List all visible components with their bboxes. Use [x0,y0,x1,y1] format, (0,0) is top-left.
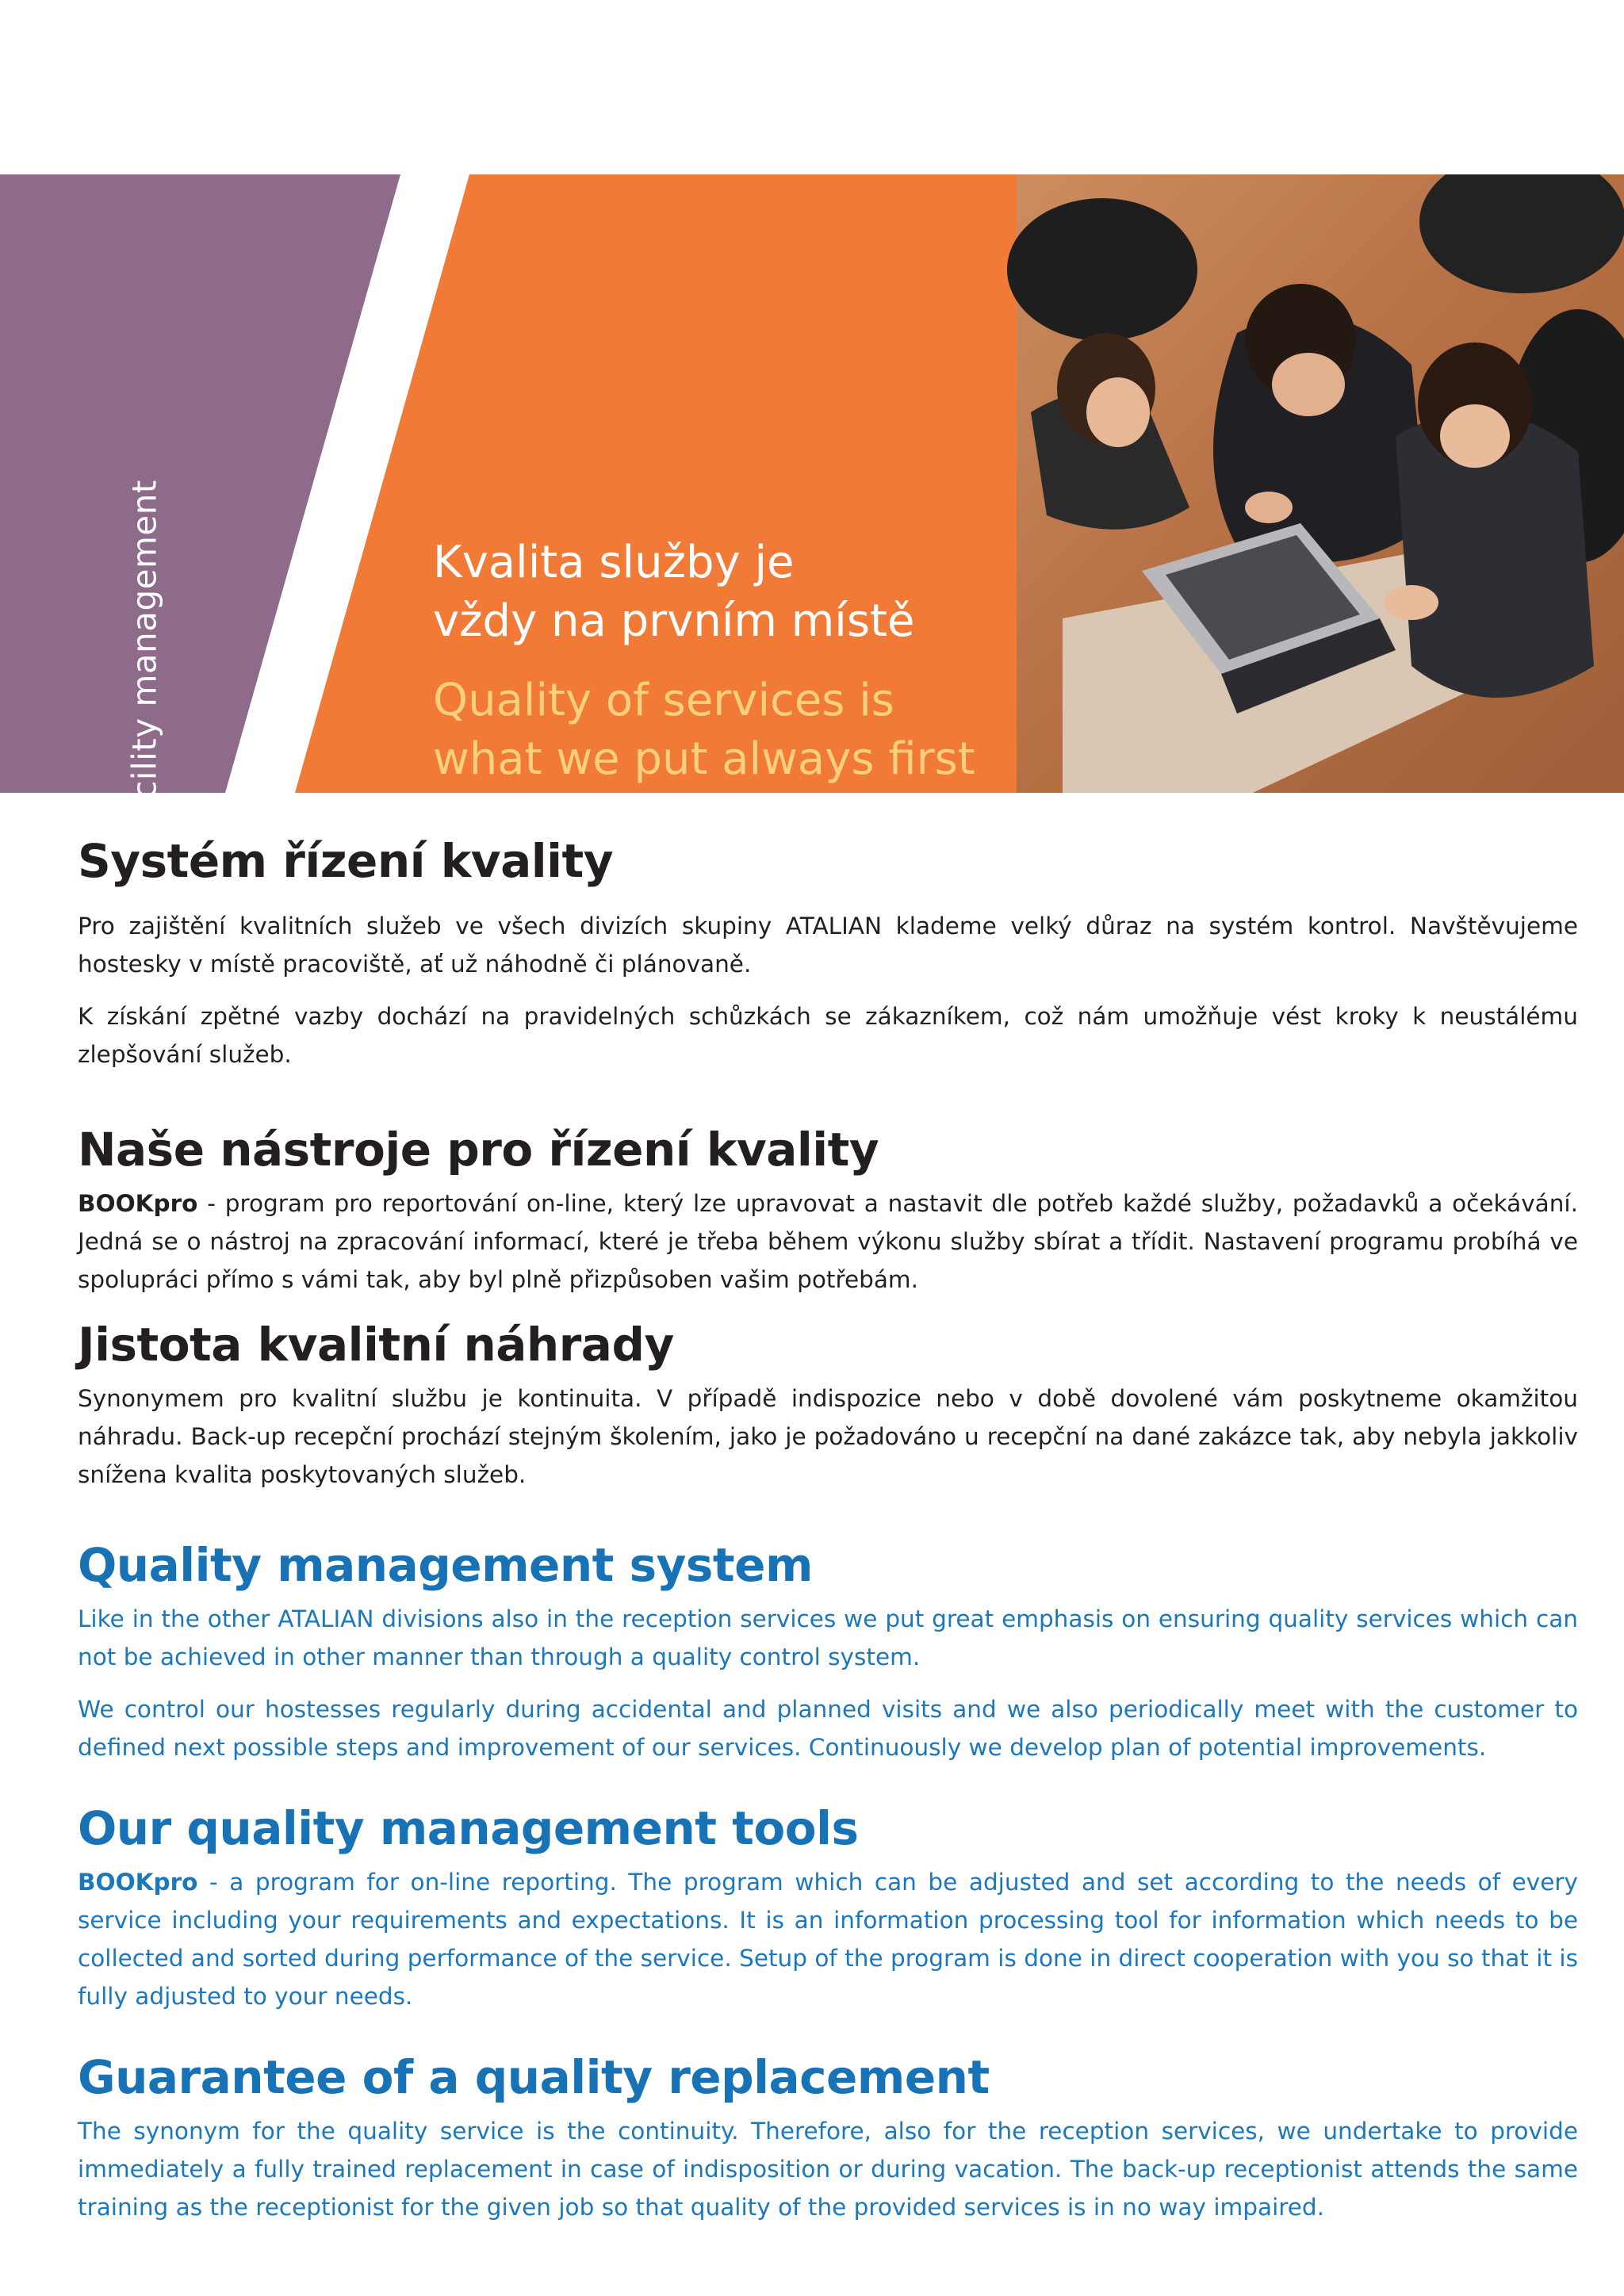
czech-sections [78,829,1578,1494]
paragraph-text: - program pro reportování on-line, který lze upravovat a nastavit dle potřeb každé služby, požadavků a očekávání. Jedná se o nástroj na zpracování informací, které je třeba během výkonu služby sbírat a třídit. Nastavení programu probíhá ve spolupráci přímo s vámi tak, aby byl plně přizpůsoben vašim potřebám. [78,1190,1578,1293]
paragraph: The synonym for the quality service is the continuity. Therefore, also for the reception services, we undertake to provide immediately a fully trained replacement in case of indisposition or during vacation. The back-up receptionist attends the same training as the receptionist for the given job so that quality of the provided services is in no way impaired. [78,2118,1578,2221]
headline-czech [433,534,914,651]
headline-english [433,672,975,789]
paragraph [78,1863,1578,2015]
paragraph-text: - a program for on-line reporting. The program which can be adjusted and set according to the needs of every service including your requirements and expectations. It is an information processing tool for information which needs to be collected and sorted during performance of the service. Setup of the program is done in direct cooperation with you so that it is fully adjusted to your needs. [78,1869,1578,2010]
section-title: Naše nástroje pro řízení kvality [78,1123,879,1177]
bookpro-label: BOOKpro [78,1190,198,1217]
headline-english-line-2: what we put always first [433,733,975,785]
headline-czech-line-2: vždy na prvním místě [433,595,915,647]
header-banner [0,174,1624,836]
headline-czech-line-1: Kvalita služby je [433,537,795,588]
section-title: Our quality management tools [78,1801,859,1855]
section-title: Guarantee of a quality replacement [78,2050,990,2104]
business-team-laptop-photo [1007,174,1624,793]
paragraph [78,1184,1578,1299]
paragraph: We control our hostesses regularly during accidental and planned visits and we also periodically meet with the customer to defined next possible steps and improvement of our services. Continuously we develop plan of potential improvements. [78,1696,1578,1761]
bookpro-label: BOOKpro [78,1869,198,1896]
section-title: Quality management system [78,1538,813,1592]
section-title: Jistota kvalitní náhrady [78,1318,674,1372]
side-label: Facility management [124,480,164,836]
paragraph: Pro zajištění kvalitních služeb ve všech divizích skupiny ATALIAN klademe velký důraz na systém kontrol. Navštěvujeme hostesky v místě pracoviště, ať už náhodně či plánovaně. [78,913,1578,978]
english-sections [78,1533,1578,2226]
section-title: Systém řízení kvality [78,834,614,888]
content [78,829,1578,2226]
paragraph: Like in the other ATALIAN divisions also in the reception services we put great emphasis on ensuring quality services which can not be achieved in other manner than through a quality control system. [78,1605,1578,1670]
paragraph: K získání zpětné vazby dochází na pravidelných schůzkách se zákazníkem, což nám umožňuje vést kroky k neustálému zlepšování služeb. [78,1003,1578,1068]
headline-english-line-1: Quality of services is [433,675,894,726]
paragraph: Synonymem pro kvalitní službu je kontinuita. V případě indispozice nebo v době dovolené vám poskytneme okamžitou náhradu. Back-up recepční prochází stejným školením, jako je požadováno u recepční na dané zakázce tak, aby nebyla jakkoliv snížena kvalita poskytovaných služeb. [78,1385,1578,1488]
